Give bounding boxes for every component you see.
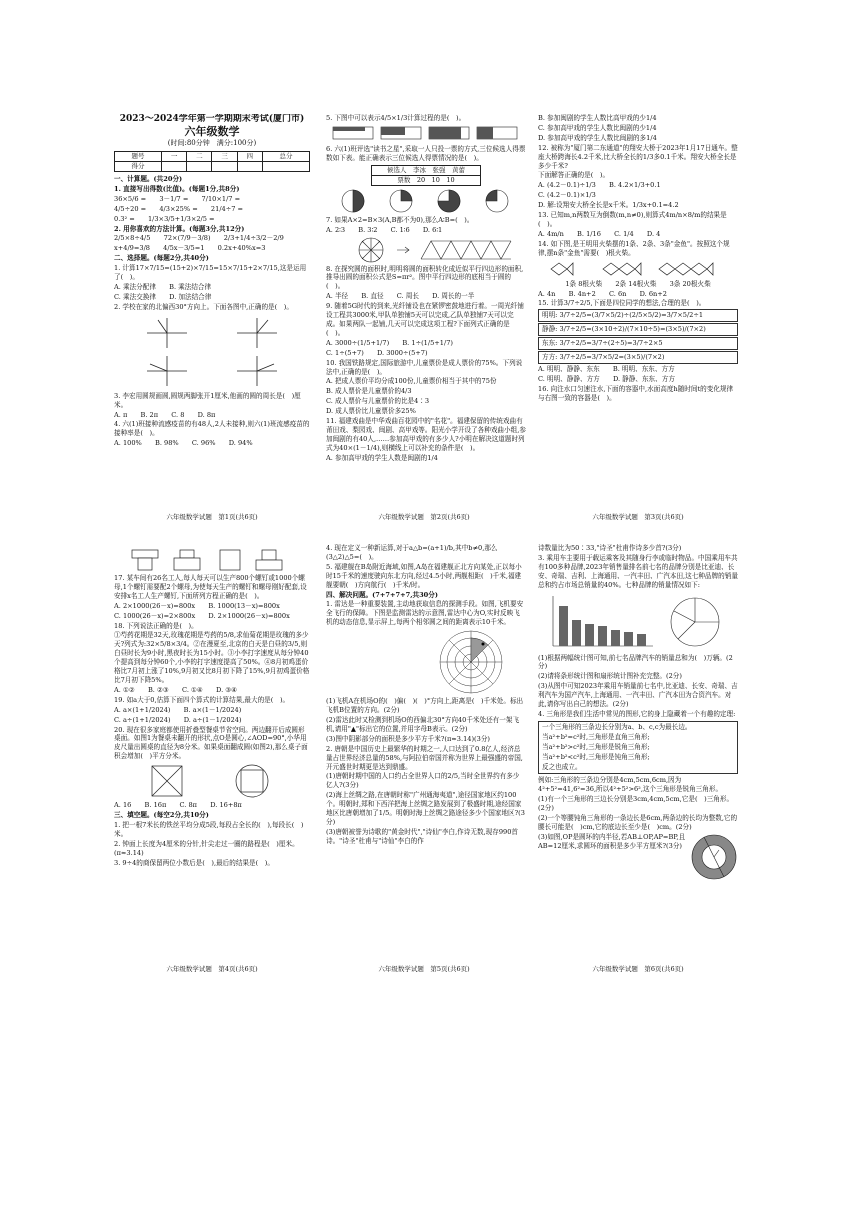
option-line: A. π B. 2π C. 8 D. 8π [114,410,216,419]
section-heading: 四、解决问题。(7+7+7+7,共30分) [326,590,438,599]
score-cell: 三 [212,152,237,162]
exam-title: 2023～2024学年第一学期期末考试(厦门市) [119,114,305,124]
vote-row: 票数 20 10 10 [372,175,481,185]
option-line: A. a×(1+1/2024) B. a×(1－1/2024) [114,705,242,714]
option-line: A. 参加高甲戏的学生人数是闽剧的1/4 [326,453,438,462]
section-heading: 一、计算题。(共20分) [114,175,183,183]
vote-row: 候选人 李冰 张强 黄蕾 [372,165,481,175]
question-line: ①芍药花期是32天,玫瑰花期是芍药的5/8,求仙菊花期是玫瑰的多少天?列式为:32×5/8×3/4。②在漫夏至,北京的白天是白昼的3/5,则白昼时长为9小时,黑夜时长为15小时。③小李打字速度从每分钟40个提高到每分钟60个,小李的打字速度提高了50%。④8月初鸡蛋价格比7月初上涨了10%,9月初又比8月初下降了15%,9月初鸡蛋价格比7月初下降5%。 [114,631,310,684]
question: 3. 李宏用圆规画圆,圆规两脚张开1厘米,他画的圆的周长是( )厘米。 [114,391,301,409]
question: 11. 福建戏曲是中华戏曲百花园中的"名花"。福建保留的传统戏曲有莆田戏、梨园戏、闽剧、高甲戏等。阳光小学开设了各种戏曲小组,参加闽剧的有40人,……参加高甲戏的有多少人?小明在解决这道题时列式为40×(1－1/4),则横线上可以补充的条件是( )。 [326,417,526,452]
theorem-line: 当a²+b²<c²时,三角形是钝角三角形; [542,752,650,761]
pie-options-figure [331,188,521,214]
theorem-line: 当a²+b²=c²时,三角形是直角三角形; [542,732,650,741]
score-cell: 总分 [262,152,309,162]
circle-to-parallelogram-figure [331,237,521,263]
sales-charts-figure [543,592,733,652]
question: 5. 福建舰在B岛附近海域,如图,A岛在福建舰正北方向某处,正以每小时15千米的速度驶向东北方向,经过4.5小时,两舰相距( )千米,福建舰要朝( )方向航行( )千米/时。 [326,562,522,589]
question-line: 4/5÷20 = 4/3×25% = 21/4÷7 = [114,204,244,213]
question: 4. 现在定义一种新运算,对于a△b=(a+1)/b,其中b≠0,那么(3△2)△5=( )。 [326,544,498,561]
question-line: (2)请将条形统计图和扇形统计图补充完整。(2分) [538,672,682,681]
question-line: 0.3² = 1/3×3/5+1/3×2/5 = [114,214,215,223]
option-line: C. 明明、静静、方方 D. 静静、东东、方方 [538,374,675,383]
score-cell [262,162,309,172]
page-footer: 六年级数学试题 第3页(共6页) [592,513,684,521]
question: 2. 学校在家的北偏西30°方向上。下面各图中,正确的是( )。 [114,302,293,311]
student-method: 方方: 3/7÷2/5=3/7×5/2=(3×5)/(7×2) [538,351,738,364]
score-cell [237,162,262,172]
question: 8. 在探究圆的面积时,明明将圆的面积转化成近似平行四边形的面积,推导出圆的面积公式是S=πr²。图中平行四边形的底相当于圆的( )。 [326,264,524,291]
question-line: (2)海上丝绸之路,在唐朝时称"广州通海夷道",途径国家地区约100个。明朝时,郑和下西洋把海上丝绸之路发展到了极盛时期,途经国家地区比唐朝增加了1/5。明朝时海上丝绸之路途径多少个国家地区?(3分) [326,791,525,826]
bottom-sheet [108,538,744,978]
question: 7. 如果A×2=B×3(A,B都不为0),那么A∶B=( )。 [326,215,474,224]
fraction-bars-figure [331,125,521,143]
question: 13. 已知m,n两数互为倒数(m,n≠0),则算式4m/n×8/m的结果是( )。 [538,211,727,228]
question: 6. 六(1)班评选"读书之星",采取一人只投一票的方式,三位候选人得票数如下表。能正确表示三位候选人得票情况的是( )。 [326,144,526,162]
section-heading: 三、填空题。(每空2分,共10分) [114,811,209,820]
question-line: (2)一个等腰钝角三角形的一条边长是6cm,两条边的长均为整数,它的腰长可能是( )cm,它的底边长至少是( )cm。(2分) [538,814,738,831]
question: 2. 钟面上长度为4厘米的分针,针尖走过一圈的路程是( )厘米。(π≈3.14) [114,839,299,857]
compass-options-figure [122,314,302,390]
option-line: C. a÷(1+1/2024) D. a÷(1－1/2024) [114,715,242,724]
question: 20. 现在很多家庭都使用折叠型餐桌节省空间。两边翻开后成圆形桌面。如图1为餐桌未翻开的形状,点O是圆心,∠AOD=90°,小华用皮尺量出圆桌的直径为8分米。如果桌面翻成圆(如图2),那么桌子面积会增加( )平方分米。 [114,725,308,761]
question: 9. 随着5G时代的到来,光纤铺设也在紧锣密鼓地进行着。一周光纤铺设工程共3000米,甲队单独铺5天可以完成,乙队单独铺7天可以完成。如果两队一起铺,几天可以完成这项工程?下面列式正确的是( )。 [326,302,524,337]
option-line: C. 1÷(5+7) D. 3000÷(5+7) [326,348,428,357]
section-heading: 二、选择题。(每题2分,共40分) [114,254,209,263]
option-line: A. 半径 B. 直径 C. 周长 D. 周长的一半 [326,292,475,301]
question-line: 例如:三角形的三条边分别是4cm,5cm,6cm,因为4²+5²=41,6²=36,所以4²+5²>6²,这个三角形是锐角三角形。 [538,776,723,794]
question: 1. 计算17×7/15=(15+2)×7/15=15×7/15+2×7/15,这是运用了( )。 [114,264,307,282]
exam-meta: (时间:80分钟 满分:100分) [167,139,257,147]
question: 5. 下图中可以表示4/5×1/3计算过程的是( )。 [326,114,466,122]
radar-figure [331,629,521,695]
score-cell: 四 [237,152,262,162]
question-line: (3)唐朝被誉为诗歌的"黄金时代","诗仙"李白,作诗无数,现存990首诗。"诗圣"杜甫与"诗仙"李白的作 [326,827,519,845]
question: 14. 如下图,是王明用火柴摆的1条、2条、3条"金鱼"。按照这个规律,摆n条"金鱼"需要( )根火柴。 [538,239,730,257]
page-footer: 六年级数学试题 第6页(共6页) [592,965,684,973]
score-cell: 题号 [115,152,162,162]
option-line: A. 16 B. 16π C. 8π D. 16+8π [114,801,242,810]
question: 10. 我国铁路规定,国际旅游中,儿童票价是成人票价的75%。下列说法中,正确的是( )。 [326,358,523,376]
score-cell: 一 [162,152,187,162]
option-line: A. 3000÷(1/5+1/7) B. 1÷(1/5+1/7) [326,338,453,347]
question-line: (3)如图,OP是圆环的内半径,若AB⊥OP,AP=BP,且AB=12厘米,求圆环的面积是多少平方厘米?(3分) [538,832,686,850]
option-line: A. 乘法分配律 B. 乘法结合律 [114,282,212,291]
option-line: A. 明明、静静、东东 B. 明明、东东、方方 [538,364,675,373]
student-method: 静静: 3/7÷2/5=(3×10÷2)/(7×10÷5)=(3×5)/(7×2) [538,323,738,336]
folding-table-figure [122,763,302,799]
question-line: (3)从图中可知2023年乘用车销量前七名中,比亚迪、长安、奇瑞、吉利汽车为国产汽车,上海通用、一汽丰田、广汽本田为合资汽车。对此,请你写出自己的想法。(2分) [538,682,738,709]
question-line: (1)根据两幅统计图可知,前七名品牌汽车的销量总和为( )万辆。(2分) [538,653,733,671]
question-line: (2)雷达此时又检测到机场O的西偏北30°方向40千米处还有一架飞机,请用"▲"标出它的位置,并用字母B表示。(2分) [326,715,520,733]
question: 3. 乘用车主要用于载运乘客及其随身行李或临时物品。中国乘用车共有100多种品牌,2023年销售量排名前七名的品牌分别是比亚迪、长安、奇瑞、吉利、上海通用、一汽丰田、广汽本田,这七种品牌的销量总和约占市场总销量的40%。七种品牌的销量情况如下: [538,553,738,589]
theorem-line: 反之也成立。 [542,762,582,771]
question: 19. 如a大于0,估算下面四个算式的计算结果,最大的是( )。 [114,695,290,704]
question-line: (1)飞机A在机场O的( )偏( )( )°方向上,距离是( )千米处。标出飞机B位置的方向。(2分) [326,697,524,715]
option-line: A. 把成人票价平均分成100份,儿童票价相当于其中的75份 [326,377,497,386]
option-line: C. 乘法交换律 D. 加法结合律 [114,292,212,301]
vote-table [371,165,481,186]
page-4 [114,544,310,962]
page-2 [326,114,526,510]
student-method: 明明: 3/7÷2/5=(3/7×5/2)÷(2/5×5/2)=3/7×5/2÷1 [538,309,738,322]
option-line: D. 成人票价比儿童票价多25% [326,407,416,416]
option-line: C. 参加高甲戏的学生人数比闽剧的少1/4 [538,123,657,132]
question: 16. 向注水口匀速注水,下面的容器中,水面高度h随时间t的变化规律与右图一致的容器是( )。 [538,384,734,402]
question: 12. 被称为"厦门第二东通道"的翔安大桥于2023年1月17日通车。整座大桥跨海长4.2千米,比大桥全长的1/3多0.1千米。翔安大桥全长是多少千米? [538,143,738,170]
option-line: C. 成人票价与儿童票价的比是4∶3 [326,397,430,406]
question: 1. 直接写出得数(比值)。(每题1分,共8分) [114,184,240,193]
option-line: B. 参加闽剧的学生人数比高甲戏的少1/4 [538,114,657,122]
option-line: A. 2×1000(26－x)=800x B. 1000(13－x)=800x [114,601,280,610]
option-line: C. 1000(26－x)=2×800x D. 2×1000(26－x)=800x [114,611,290,620]
figure-caption: 1条 8根火柴 2条 14根火柴 3条 20根火柴 [565,279,711,288]
question-line: 2/5×8÷4/5 72×(7/9－3/8) 2/3+1/4÷3/2－2/9 [114,234,284,243]
score-cell [162,162,187,172]
option-line: A. 4m/n B. 1/16 C. 1/4 D. 4 [538,229,661,238]
question: 2. 唐朝是中国历史上最繁华的时期之一,人口达到了0.8亿人,经济总量占世界经济总量的58%,与阿拉伯帝国并称为世界上最强盛的帝国,开元盛世时期更是达到鼎盛。 [326,744,523,771]
question-line: 下面解答正确的是( )。 [538,171,610,180]
page-5 [326,544,526,962]
option-line: C. (4.2－0.1)×1/3 [538,191,596,200]
theorem-line: 一个三角形的三条边长分别为a、b、c,c为最长边。 [542,722,692,731]
question: 18. 下列说法正确的是( )。 [114,621,198,630]
top-sheet [108,108,744,528]
question-line: (1)有一个三角形的三边长分别是3cm,4cm,5cm,它是( )三角形。(2分) [538,795,734,813]
option-line: A. (4.2－0.1)÷1/3 B. 4.2×1/3+0.1 [538,181,661,190]
annulus-figure [690,833,738,881]
question-line: (3)图中阴影部分的面积是多少平方千米?(π≈3.14)(3分) [326,734,490,743]
question: 15. 计算3/7÷2/5,下面是四位同学的想法,合理的是( )。 [538,299,706,308]
page-footer: 六年级数学试题 第5页(共6页) [378,965,470,973]
theorem-line: 当a²+b²>c²时,三角形是锐角三角形; [542,742,650,751]
subject-title: 六年级数学 [184,125,240,138]
question-line: 诗数量比为50∶33,"诗圣"杜甫作诗多少首?(3分) [538,544,682,552]
option-line: A. ①② B. ②③ C. ①④ D. ③④ [114,685,238,694]
question: 1. 把一根7米长的铁丝平均分成5段,每段占全长的( ),每段长( )米。 [114,820,304,838]
question-line: (1)唐朝时期中国的人口约占全世界人口的2/5,当时全世界约有多少亿人?(3分) [326,772,520,790]
score-cell: 得分 [115,162,162,172]
matchstick-fish-figure [543,260,733,278]
score-cell [212,162,237,172]
question: 4. 三角形是我们生活中常见的图形,它的身上隐藏着一个有趣的定理: [538,709,736,718]
question-line: 36×5/6 = 3－1/7 = 7/10×1/7 = [114,194,241,203]
option-line: A. 2∶3 B. 3∶2 C. 1∶6 D. 6∶1 [326,225,443,234]
option-line: A. 4n B. 4n+2 C. 6n D. 6n+2 [538,289,668,298]
theorem-box [538,721,738,775]
page-footer: 六年级数学试题 第4页(共6页) [166,965,258,973]
question: 1. 雷达是一种重要装置,主动地获取信息的探测手段。如图,飞机要安全飞行的保障。下图是监测雷达的示意图,雷达中心为O,实时反映飞机的动态信息,显示屏上,每两个相邻圆之间的距离表示10千米。 [326,600,524,627]
score-cell: 二 [187,152,212,162]
option-line: D. 解:设翔安大桥全长是x千米。1/3x+0.1=4.2 [538,201,679,210]
page-footer: 六年级数学试题 第1页(共6页) [166,513,258,521]
page-footer: 六年级数学试题 第2页(共6页) [378,513,470,521]
option-line: B. 成人票价是儿童票价的4/3 [326,387,412,396]
student-method: 东东: 3/7÷2/5=3/7÷(2÷5)=3/7÷2×5 [538,337,738,350]
container-shapes-figure [122,546,302,572]
option-line: A. 100% B. 98% C. 96% D. 94% [114,439,253,448]
question: 4. 六(1)班接种流感疫苗的有48人,2人未接种,则六(1)班流感疫苗的接种率是( )。 [114,420,310,438]
question: 17. 某车间有26名工人,每人每天可以生产800个螺钉或1000个螺母,1个螺钉需要配2个螺母,为使每天生产的螺钉和螺母刚好配套,设安排x名工人生产螺钉,下面所列方程正确的是( )。 [114,574,307,600]
question: 2. 用你喜欢的方法计算。(每题3分,共12分) [114,224,245,233]
score-table [114,151,310,172]
page-6 [538,544,738,962]
option-line: D. 参加高甲戏的学生人数比闽剧的多1/4 [538,133,657,142]
score-cell [187,162,212,172]
question-line: x+4/9=3/8 4/5x－3/5=1 0.2x+40%x=3 [114,244,266,253]
question: 3. 9÷4的商保留两位小数后是( ),最后的结果是( )。 [114,858,274,867]
page-3 [538,114,738,510]
page-1 [114,114,310,510]
